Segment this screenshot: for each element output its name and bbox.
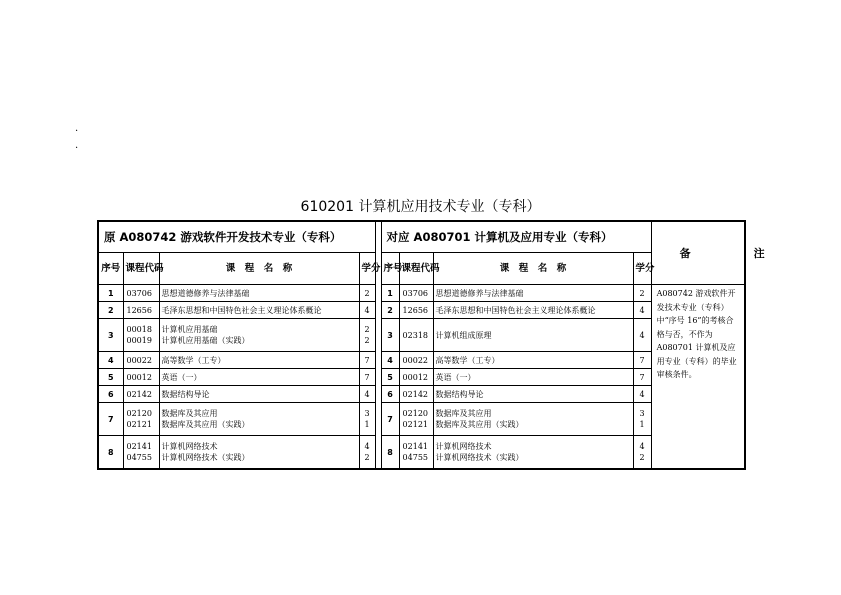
course-mapping-table [97, 220, 791, 470]
credit-value: 7 [639, 355, 645, 365]
course-code: 00019 [126, 336, 152, 345]
credit-value: 4 [639, 442, 645, 451]
course-name-header: 课 程 名 称 [159, 253, 359, 285]
course-code: 02141 [126, 442, 152, 451]
code-header: 课程代码 [399, 253, 433, 285]
left-code-cell [123, 403, 159, 436]
right-code-cell [399, 403, 433, 436]
stray-mark-1: . [75, 123, 79, 134]
credit-header: 学分 [633, 253, 651, 285]
course-code: 12656 [126, 305, 152, 315]
credit-header: 学分 [359, 253, 375, 285]
right-name-cell [433, 302, 633, 319]
seq-cell: 1 [381, 285, 399, 302]
credit-value: 7 [639, 372, 645, 382]
right-code-cell [399, 302, 433, 319]
course-code: 02120 [126, 409, 152, 418]
course-code: 00018 [126, 325, 152, 334]
course-name: 高等数学（工专） [161, 355, 226, 365]
right-credit-cell [633, 436, 651, 470]
course-code: 02318 [402, 330, 428, 340]
table-row [98, 302, 745, 319]
right-name-cell [433, 319, 633, 352]
course-code: 03706 [126, 288, 152, 298]
right-name-cell [433, 352, 633, 369]
course-name: 数据库及其应用 [435, 409, 492, 418]
left-name-cell [159, 352, 359, 369]
left-code-cell [123, 302, 159, 319]
left-credit-cell [359, 352, 375, 369]
course-code: 00012 [126, 372, 152, 382]
right-credit-cell [633, 403, 651, 436]
seq-cell: 7 [98, 403, 123, 436]
seq-cell: 1 [98, 285, 123, 302]
credit-value: 2 [639, 453, 645, 462]
course-code: 00022 [126, 355, 152, 365]
credit-value: 2 [364, 325, 370, 334]
table-row [98, 369, 745, 386]
seq-cell: 3 [381, 319, 399, 352]
right-code-cell [399, 352, 433, 369]
course-code: 02121 [402, 420, 428, 429]
seq-cell: 5 [381, 369, 399, 386]
course-code: 02121 [126, 420, 152, 429]
left-name-cell [159, 285, 359, 302]
course-code: 00022 [402, 355, 428, 365]
seq-cell: 6 [381, 386, 399, 403]
course-name: 思想道德修养与法律基础 [161, 288, 250, 298]
left-name-cell [159, 386, 359, 403]
table-row [98, 386, 745, 403]
seq-cell: 3 [98, 319, 123, 352]
credit-value: 2 [364, 288, 370, 298]
left-credit-cell [359, 285, 375, 302]
left-code-cell [123, 386, 159, 403]
left-code-cell [123, 369, 159, 386]
course-name: 数据库及其应用（实践） [161, 420, 250, 429]
seq-cell: 2 [98, 302, 123, 319]
left-credit-cell [359, 319, 375, 352]
course-name: 数据结构导论 [435, 389, 484, 399]
course-name: 数据库及其应用 [161, 409, 218, 418]
left-credit-cell [359, 386, 375, 403]
table-row [98, 403, 745, 436]
course-code: 02142 [126, 389, 152, 399]
seq-cell: 2 [381, 302, 399, 319]
right-code-cell [399, 386, 433, 403]
course-code: 02120 [402, 409, 428, 418]
course-name: 计算机网络技术 [161, 442, 218, 451]
credit-value: 2 [639, 288, 645, 298]
left-credit-cell [359, 436, 375, 470]
credit-value: 4 [364, 389, 370, 399]
credit-value: 2 [364, 336, 370, 345]
credit-value: 7 [364, 372, 370, 382]
remarks-header: 备 注 [651, 221, 745, 285]
seq-cell: 7 [381, 403, 399, 436]
right-credit-cell [633, 285, 651, 302]
left-code-cell [123, 319, 159, 352]
right-credit-cell [633, 386, 651, 403]
credit-value: 4 [364, 442, 370, 451]
left-code-cell [123, 285, 159, 302]
remarks-note: A080742 游戏软件开发技术专业（专科）中“序号 16”的考核合格与否，不作为 A080701 计算机及应用专业（专科）的毕业审核条件。 [651, 285, 745, 470]
course-name: 计算机网络技术 [435, 442, 492, 451]
seq-cell: 5 [98, 369, 123, 386]
table-row [98, 436, 745, 470]
left-name-cell [159, 403, 359, 436]
right-code-cell [399, 436, 433, 470]
course-name-header: 课 程 名 称 [433, 253, 633, 285]
seq-header: 序号 [98, 253, 123, 285]
left-credit-cell [359, 403, 375, 436]
course-name: 数据库及其应用（实践） [435, 420, 524, 429]
credit-value: 3 [639, 409, 645, 418]
original-major-header: 原 A080742 游戏软件开发技术专业（专科） [98, 221, 375, 253]
course-name: 数据结构导论 [161, 389, 210, 399]
right-name-cell [433, 436, 633, 470]
credit-value: 4 [639, 330, 645, 340]
right-code-cell [399, 285, 433, 302]
left-credit-cell [359, 302, 375, 319]
course-name: 计算机网络技术（实践） [161, 453, 250, 462]
course-code: 12656 [402, 305, 428, 315]
credit-value: 4 [639, 305, 645, 315]
credit-value: 7 [364, 355, 370, 365]
course-code: 04755 [402, 453, 428, 462]
seq-cell: 8 [98, 436, 123, 470]
course-name: 高等数学（工专） [435, 355, 500, 365]
stray-mark-2: . [75, 140, 79, 151]
code-header: 课程代码 [123, 253, 159, 285]
right-name-cell [433, 403, 633, 436]
credit-value: 4 [364, 305, 370, 315]
credit-value: 1 [364, 420, 370, 429]
seq-cell: 6 [98, 386, 123, 403]
course-name: 计算机应用基础 [161, 325, 218, 334]
right-credit-cell [633, 319, 651, 352]
course-name: 计算机组成原理 [435, 330, 492, 340]
course-name: 毛泽东思想和中国特色社会主义理论体系概论 [435, 305, 596, 315]
right-name-cell [433, 285, 633, 302]
credit-value: 4 [639, 389, 645, 399]
course-name: 英语（一） [161, 372, 202, 382]
seq-cell: 4 [98, 352, 123, 369]
course-code: 04755 [126, 453, 152, 462]
credit-value: 2 [364, 453, 370, 462]
course-name: 毛泽东思想和中国特色社会主义理论体系概论 [161, 305, 322, 315]
seq-cell: 8 [381, 436, 399, 470]
right-credit-cell [633, 302, 651, 319]
right-name-cell [433, 369, 633, 386]
table-row [98, 285, 745, 302]
table-row [98, 319, 745, 352]
left-name-cell [159, 369, 359, 386]
course-code: 02142 [402, 389, 428, 399]
left-name-cell [159, 319, 359, 352]
page-title: 610201 计算机应用技术专业（专科） [300, 199, 541, 215]
right-name-cell [433, 386, 633, 403]
course-name: 英语（一） [435, 372, 476, 382]
left-name-cell [159, 302, 359, 319]
table-row [98, 352, 745, 369]
right-credit-cell [633, 369, 651, 386]
seq-cell: 4 [381, 352, 399, 369]
right-code-cell [399, 319, 433, 352]
left-code-cell [123, 352, 159, 369]
left-credit-cell [359, 369, 375, 386]
target-major-header: 对应 A080701 计算机及应用专业（专科） [381, 221, 651, 253]
course-name: 思想道德修养与法律基础 [435, 288, 524, 298]
left-name-cell [159, 436, 359, 470]
right-code-cell [399, 369, 433, 386]
left-code-cell [123, 436, 159, 470]
course-name: 计算机应用基础（实践） [161, 336, 250, 345]
course-name: 计算机网络技术（实践） [435, 453, 524, 462]
seq-header: 序号 [381, 253, 399, 285]
course-code: 02141 [402, 442, 428, 451]
credit-value: 3 [364, 409, 370, 418]
course-code: 03706 [402, 288, 428, 298]
credit-value: 1 [639, 420, 645, 429]
right-credit-cell [633, 352, 651, 369]
course-code: 00012 [402, 372, 428, 382]
